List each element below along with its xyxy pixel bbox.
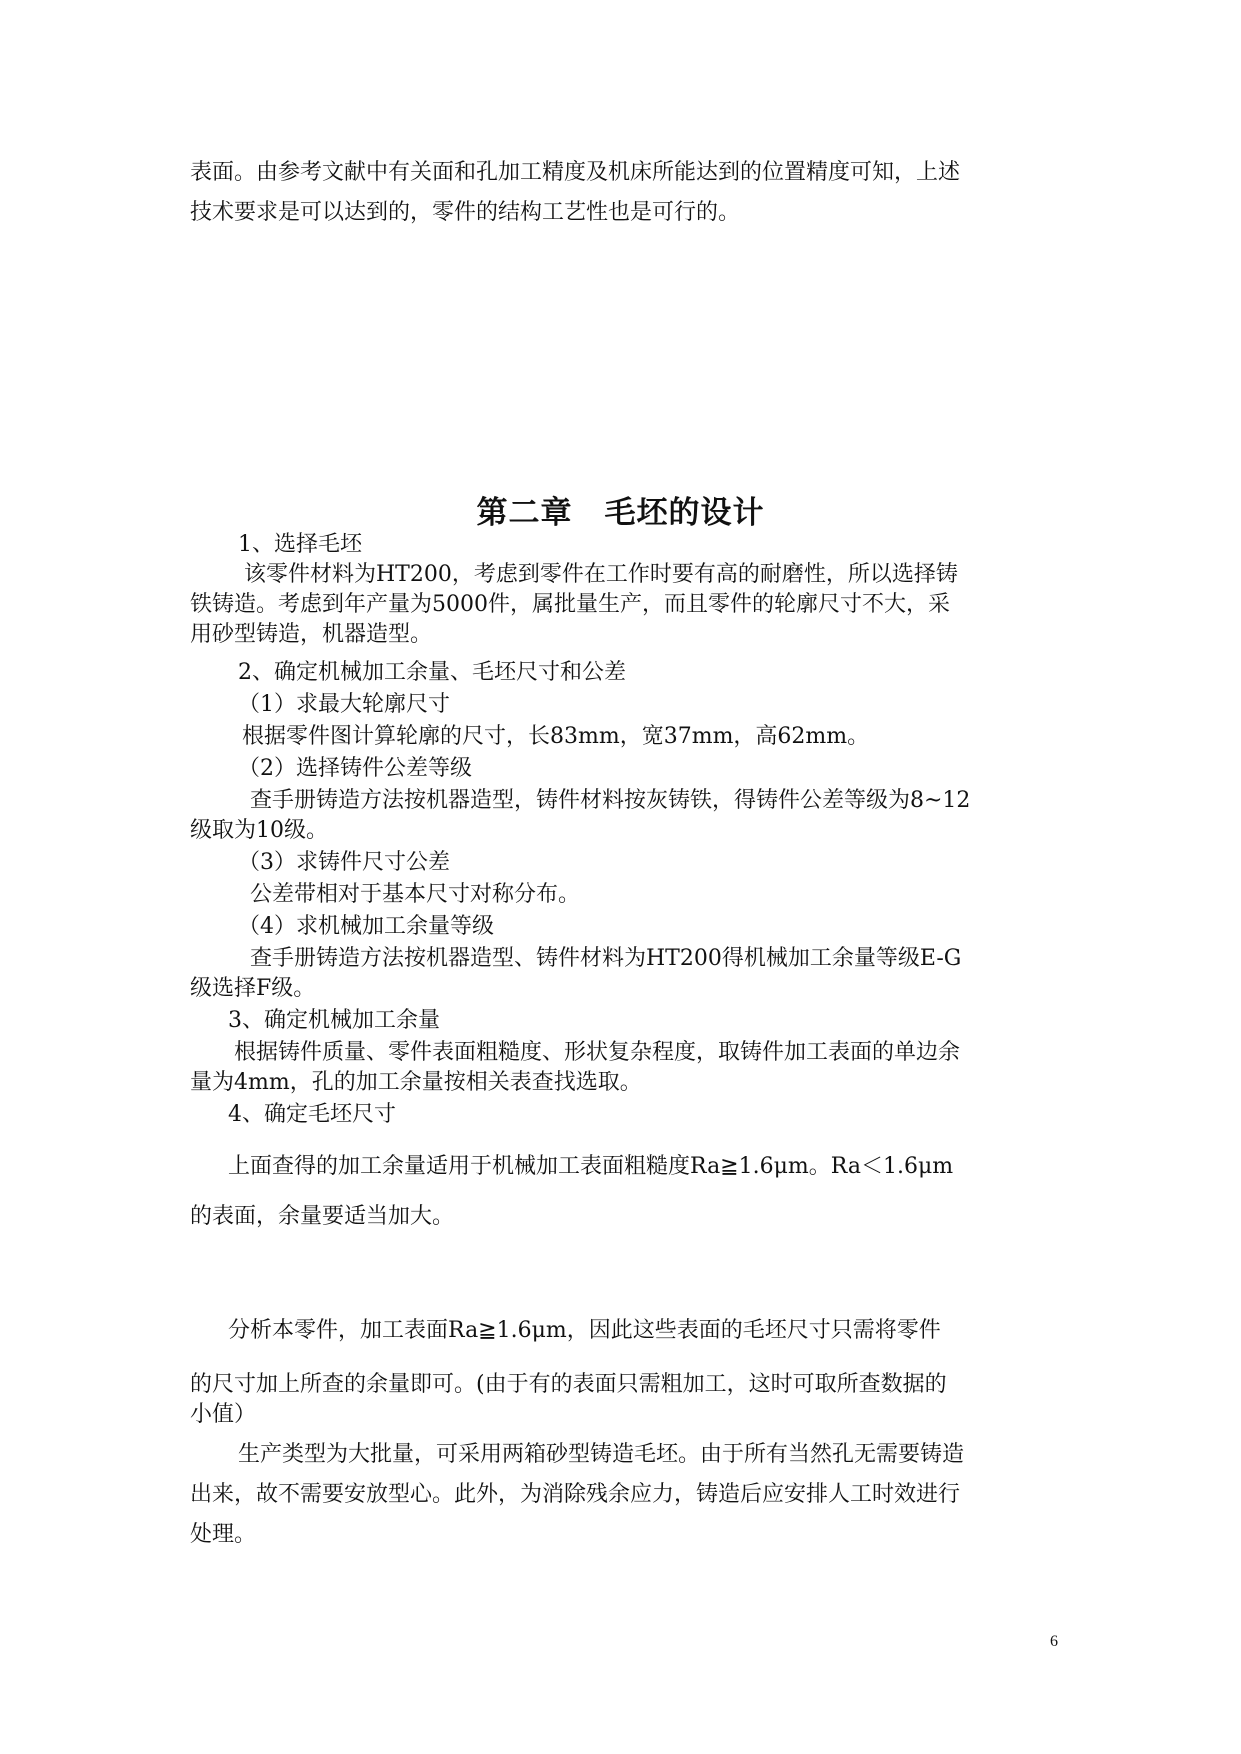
section-heading: 2、确定机械加工余量、毛坯尺寸和公差 xyxy=(238,660,626,685)
paragraph-line: 分析本零件，加工表面Ra≧1.6μm，因此这些表面的毛坯尺寸只需将零件 xyxy=(228,1318,941,1343)
section-heading: 3、确定机械加工余量 xyxy=(228,1008,440,1033)
paragraph-line: 铁铸造。考虑到年产量为5000件，属批量生产，而且零件的轮廓尺寸不大，采 xyxy=(190,592,950,617)
paragraph-line: 量为4mm，孔的加工余量按相关表查找选取。 xyxy=(190,1070,642,1095)
paragraph-line: 查手册铸造方法按机器造型、铸件材料为HT200得机械加工余量等级E-G xyxy=(250,946,962,971)
page-number: 6 xyxy=(1050,1633,1058,1650)
paragraph-line: 级选择F级。 xyxy=(190,976,316,1001)
paragraph-line: 出来，故不需要安放型心。此外，为消除残余应力，铸造后应安排人工时效进行 xyxy=(190,1482,961,1507)
paragraph-line: 的尺寸加上所查的余量即可。(由于有的表面只需粗加工，这时可取所查数据的 xyxy=(190,1372,947,1397)
subsection-heading: （1）求最大轮廓尺寸 xyxy=(238,692,450,717)
paragraph-line: 表面。由参考文献中有关面和孔加工精度及机床所能达到的位置精度可知，上述 xyxy=(190,160,961,185)
paragraph-line: 小值） xyxy=(190,1402,257,1427)
paragraph-line: 公差带相对于基本尺寸对称分布。 xyxy=(250,882,581,907)
section-heading: 4、确定毛坯尺寸 xyxy=(228,1102,396,1127)
paragraph-line: 查手册铸造方法按机器造型，铸件材料按灰铸铁，得铸件公差等级为8~12 xyxy=(250,788,971,813)
subsection-heading: （2）选择铸件公差等级 xyxy=(238,756,472,781)
subsection-heading: （3）求铸件尺寸公差 xyxy=(238,850,450,875)
paragraph-line: 的表面，余量要适当加大。 xyxy=(190,1204,455,1229)
paragraph-line: 根据铸件质量、零件表面粗糙度、形状复杂程度，取铸件加工表面的单边余 xyxy=(234,1040,961,1065)
paragraph-line: 根据零件图计算轮廓的尺寸，长83mm，宽37mm，高62mm。 xyxy=(242,724,870,749)
paragraph-line: 处理。 xyxy=(190,1522,257,1547)
paragraph-line: 级取为10级。 xyxy=(190,818,328,843)
paragraph-line: 技术要求是可以达到的，零件的结构工艺性也是可行的。 xyxy=(190,200,741,225)
section-heading: 1、选择毛坯 xyxy=(238,532,362,557)
subsection-heading: （4）求机械加工余量等级 xyxy=(238,914,494,939)
paragraph-line: 上面查得的加工余量适用于机械加工表面粗糙度Ra≧1.6μm。Ra＜1.6μm xyxy=(228,1154,954,1179)
chapter-title: 第二章 毛坯的设计 xyxy=(476,495,765,531)
paragraph-line: 该零件材料为HT200，考虑到零件在工作时要有高的耐磨性，所以选择铸 xyxy=(244,562,958,587)
paragraph-line: 生产类型为大批量，可采用两箱砂型铸造毛坯。由于所有当然孔无需要铸造 xyxy=(238,1442,965,1467)
paragraph-line: 用砂型铸造，机器造型。 xyxy=(190,622,433,647)
